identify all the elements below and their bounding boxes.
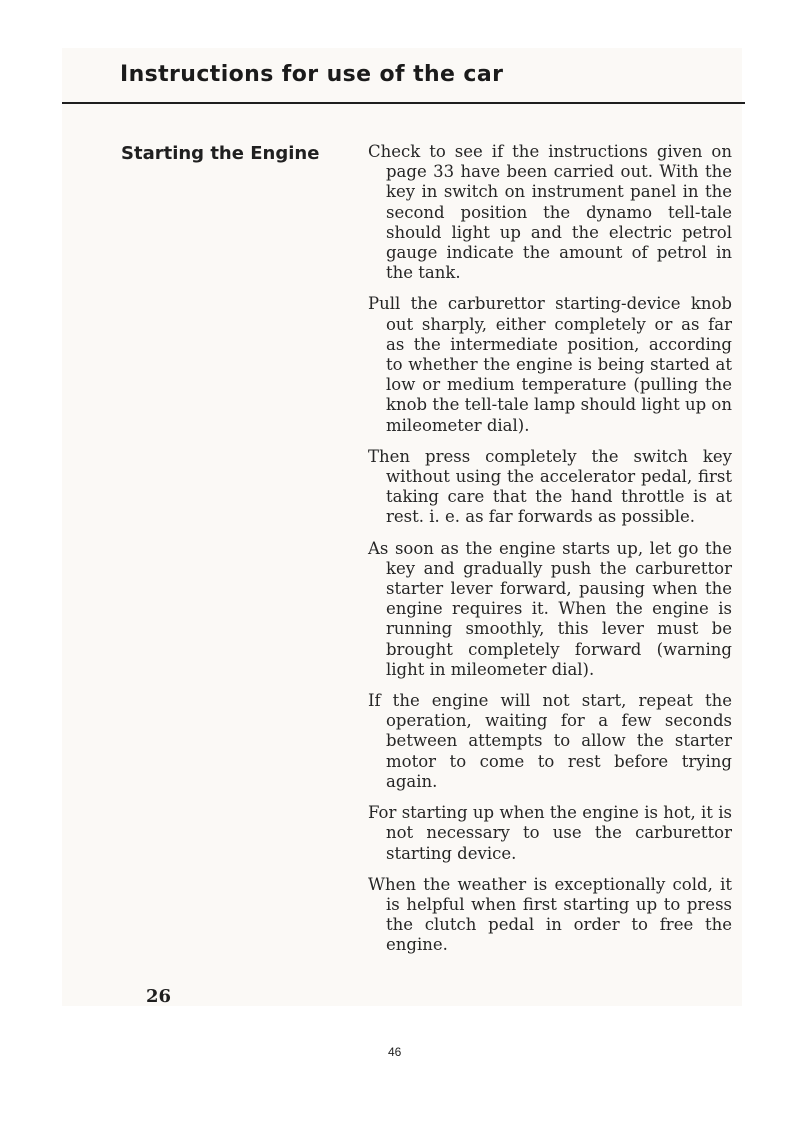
paragraph-cold-weather: When the weather is exceptionally cold, it is helpful when first starting up to press the clutch pedal in order to free the engine.	[368, 874, 732, 955]
paragraph-press-switch-key: Then press completely the switch key without using the accelerator pedal, first taking care that the hand throttle is at rest. i. e. as far forwards as possible.	[368, 446, 732, 527]
paragraph-hot-engine: For starting up when the engine is hot, it is not necessary to use the carburettor starting device.	[368, 803, 732, 863]
page-number: 26	[146, 986, 172, 1007]
section-title: Starting the Engine	[121, 143, 320, 164]
paragraph-engine-will-not-start: If the engine will not start, repeat the operation, waiting for a few seconds between attempts to allow the starter motor to come to rest before trying again.	[368, 691, 732, 791]
header-rule	[62, 102, 745, 104]
paragraph-check-instructions: Check to see if the instructions given on page 33 have been carried out. With the key in switch on instrument panel in the second position the dynamo tell-tale should light up and the electric petrol gauge indicate the amount of petrol in the tank.	[368, 142, 732, 283]
document-page-number: 46	[388, 1045, 402, 1059]
body-text	[368, 142, 732, 967]
paragraph-choke-knob: Pull the carburettor starting-device knob out sharply, either completely or as far as the intermediate position, according to whether the engine is being started at low or medium temperature (pulling the knob the tell-tale lamp should light up on mileometer dial).	[368, 294, 732, 435]
paragraph-engine-starts: As soon as the engine starts up, let go the key and gradually push the carburettor starter lever forward, pausing when the engine requires it. When the engine is running smoothly, this lever must be brought completely forward (warning light in mileometer dial).	[368, 538, 732, 679]
page-header: Instructions for use of the car	[120, 62, 504, 87]
